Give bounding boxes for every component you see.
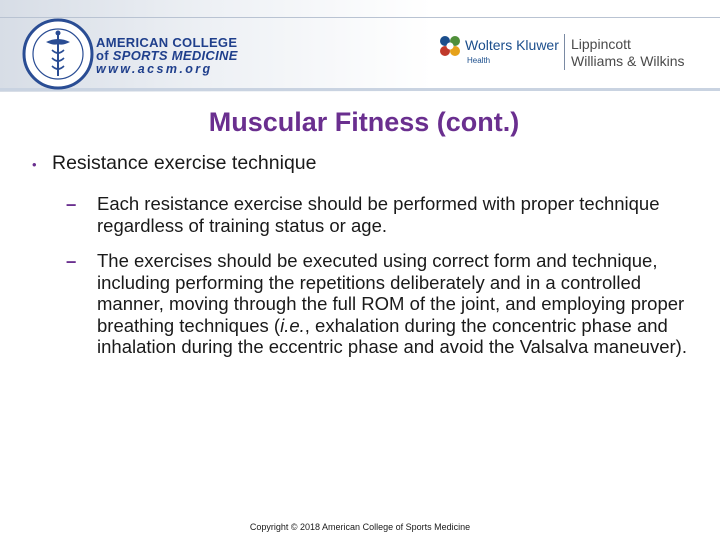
acsm-wordmark bbox=[96, 36, 238, 62]
logo-divider bbox=[564, 34, 565, 70]
acsm-line-2 bbox=[96, 49, 238, 62]
bullet-icon: • bbox=[32, 157, 37, 172]
sub-bullet-text-part: , exhalation during the concentric phase and inhalation during the eccentric phase and avoid the Valsalva maneuver). bbox=[97, 314, 687, 357]
sub-bullet-text bbox=[97, 250, 697, 358]
header-top-rule bbox=[0, 17, 720, 18]
sub-bullet-text-part: The exercises should be executed using correct form and technique, including performing the repetitions deliberately and in a controlled manner, moving through the full ROM of the joint, and employing proper breathing techniques ( bbox=[97, 250, 685, 336]
imprint-line-2: Williams & Wilkins bbox=[571, 53, 685, 69]
copyright-footer: Copyright © 2018 American College of Sports Medicine bbox=[249, 522, 471, 532]
publisher-name: Wolters Kluwer bbox=[465, 37, 559, 53]
publisher-division: Health bbox=[467, 56, 491, 65]
acsm-line-2-prefix: of bbox=[96, 48, 113, 63]
dash-icon: – bbox=[66, 193, 77, 214]
acsm-line-1: AMERICAN COLLEGE bbox=[96, 35, 238, 50]
slide-title: Muscular Fitness (cont.) bbox=[208, 107, 520, 137]
sub-bullet-text-italic: i.e. bbox=[280, 314, 305, 336]
wolters-kluwer-logo-icon bbox=[438, 34, 462, 58]
acsm-seal-logo bbox=[22, 18, 94, 90]
imprint-line-1: Lippincott bbox=[571, 36, 631, 52]
header-bottom-rule bbox=[0, 88, 720, 91]
acsm-line-2-emphasis: SPORTS MEDICINE bbox=[112, 48, 238, 63]
sub-bullet-text: Each resistance exercise should be performed with proper technique regardless of training status or age. bbox=[97, 193, 660, 236]
slide-header bbox=[0, 0, 720, 92]
acsm-url: www.acsm.org bbox=[96, 62, 213, 76]
dash-icon: – bbox=[66, 250, 77, 271]
bullet-text: Resistance exercise technique bbox=[52, 152, 317, 174]
